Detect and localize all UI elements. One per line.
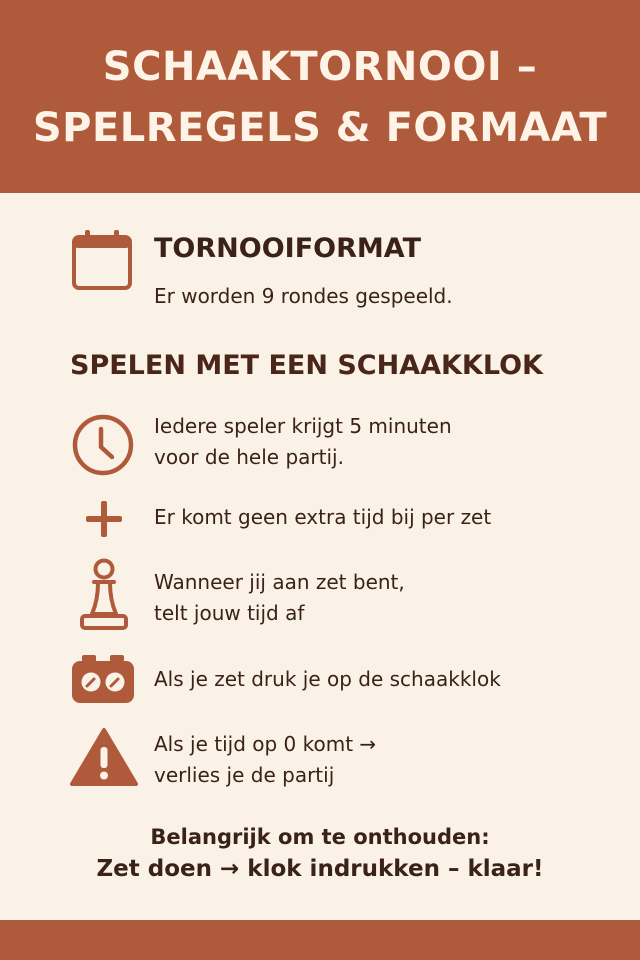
rule-text-1b: voor de hele partij. (154, 445, 344, 469)
pawn-icon (78, 558, 130, 632)
warning-icon (70, 727, 138, 787)
chess-clock-icon (72, 655, 134, 705)
rule-text-4: Als je zet druk je op de schaakklok (154, 667, 501, 691)
rule-text-5a: Als je tijd op 0 komt → (154, 732, 377, 756)
rule-text-3a: Wanneer jij aan zet bent, (154, 570, 405, 594)
page-title-line-1: SCHAAKTORNOOI – (102, 44, 538, 90)
header-banner (0, 0, 640, 193)
rule-text-5b: verlies je de partij (154, 763, 335, 787)
reminder-label: Belangrijk om te onthouden: (150, 825, 490, 849)
page-title-line-2: SPELREGELS & FORMAAT (32, 105, 608, 151)
rule-text-3b: telt jouw tijd af (154, 601, 305, 625)
footer-bar (0, 920, 640, 960)
rule-text-2: Er komt geen extra tijd bij per zet (154, 505, 492, 529)
format-text: Er worden 9 rondes gespeeld. (154, 284, 453, 308)
clock-icon (71, 413, 135, 477)
clock-section-title: SPELEN MET EEN SCHAAKKLOK (70, 350, 543, 381)
format-heading: TORNOOIFORMAT (154, 233, 421, 264)
calendar-icon (70, 228, 134, 292)
rule-text-1a: Iedere speler krijgt 5 minuten (154, 414, 452, 438)
plus-icon (84, 499, 124, 539)
reminder-summary: Zet doen → klok indrukken – klaar! (96, 856, 544, 882)
